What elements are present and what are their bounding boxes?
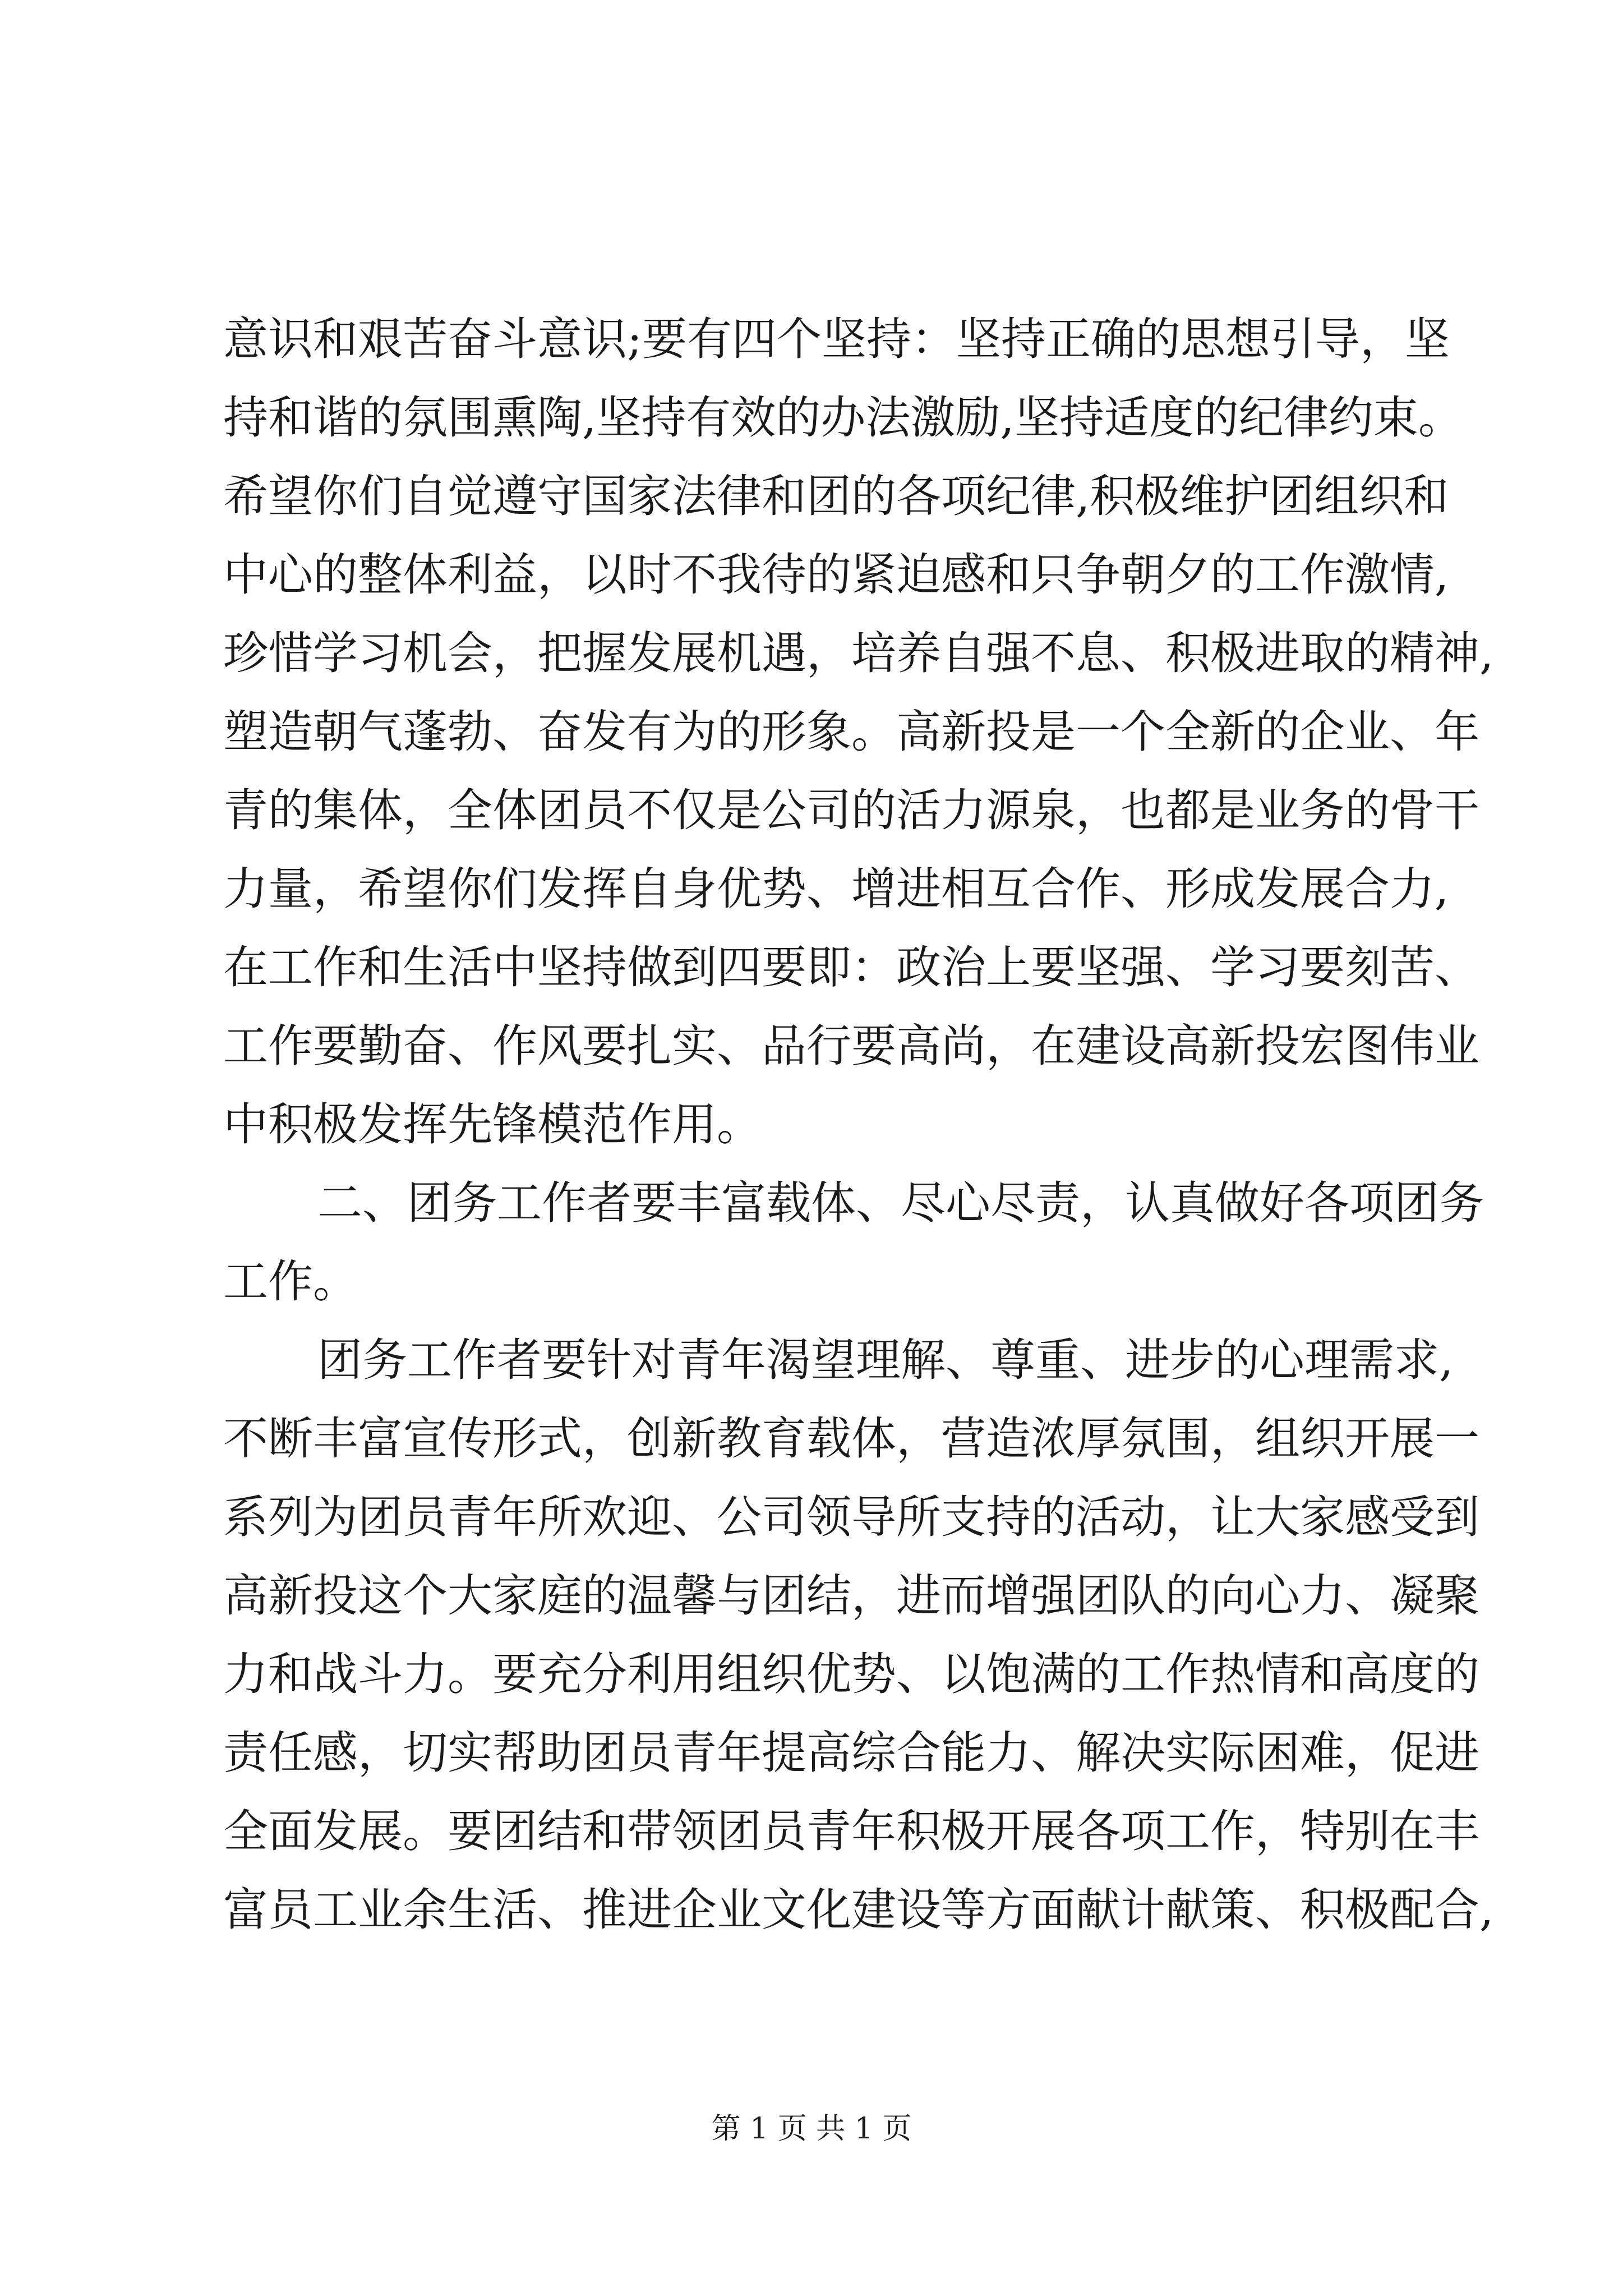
page-number-footer: 第 1 页 共 1 页 [711,2112,912,2146]
section-heading-line: 工作。 [223,1255,358,1308]
text-line: 塑造朝气蓬勃、奋发有为的形象。高新投是一个全新的企业、年 [223,706,1479,758]
text-line: 不断丰富宣传形式，创新教育载体，营造浓厚氛围，组织开展一 [223,1412,1479,1465]
section-heading-line: 二、团务工作者要丰富载体、尽心尽责，认真做好各项团务 [317,1177,1484,1229]
text-line: 力和战斗力。要充分利用组织优势、以饱满的工作热情和高度的 [223,1648,1479,1700]
text-line: 意识和艰苦奋斗意识;要有四个坚持：坚持正确的思想引导，坚 [223,313,1450,365]
text-line: 团务工作者要针对青年渴望理解、尊重、进步的心理需求, [317,1334,1454,1386]
text-line: 全面发展。要团结和带领团员青年积极开展各项工作，特别在丰 [223,1805,1479,1857]
text-line: 希望你们自觉遵守国家法律和团的各项纪律,积极维护团组织和 [223,470,1449,522]
text-line: 在工作和生活中坚持做到四要即：政治上要坚强、学习要刻苦、 [223,941,1479,993]
text-line: 中积极发挥先锋模范作用。 [223,1098,762,1151]
text-line: 青的集体，全体团员不仅是公司的活力源泉，也都是业务的骨干 [223,784,1479,836]
text-line: 中心的整体利益，以时不我待的紧迫感和只争朝夕的工作激情, [223,549,1449,601]
text-line: 工作要勤奋、作风要扎实、品行要高尚，在建设高新投宏图伟业 [223,1020,1479,1072]
text-line: 富员工业余生活、推进企业文化建设等方面献计献策、积极配合, [223,1884,1494,1936]
text-line: 责任感，切实帮助团员青年提高综合能力、解决实际困难，促进 [223,1727,1479,1779]
text-line: 持和谐的氛围熏陶,坚持有效的办法激励,坚持适度的纪律约束。 [223,392,1463,444]
text-line: 高新投这个大家庭的温馨与团结，进而增强团队的向心力、凝聚 [223,1570,1479,1622]
text-line: 力量，希望你们发挥自身优势、增进相互合作、形成发展合力, [223,863,1449,915]
text-line: 系列为团员青年所欢迎、公司领导所支持的活动，让大家感受到 [223,1491,1479,1543]
text-line: 珍惜学习机会，把握发展机遇，培养自强不息、积极进取的精神, [223,627,1494,679]
